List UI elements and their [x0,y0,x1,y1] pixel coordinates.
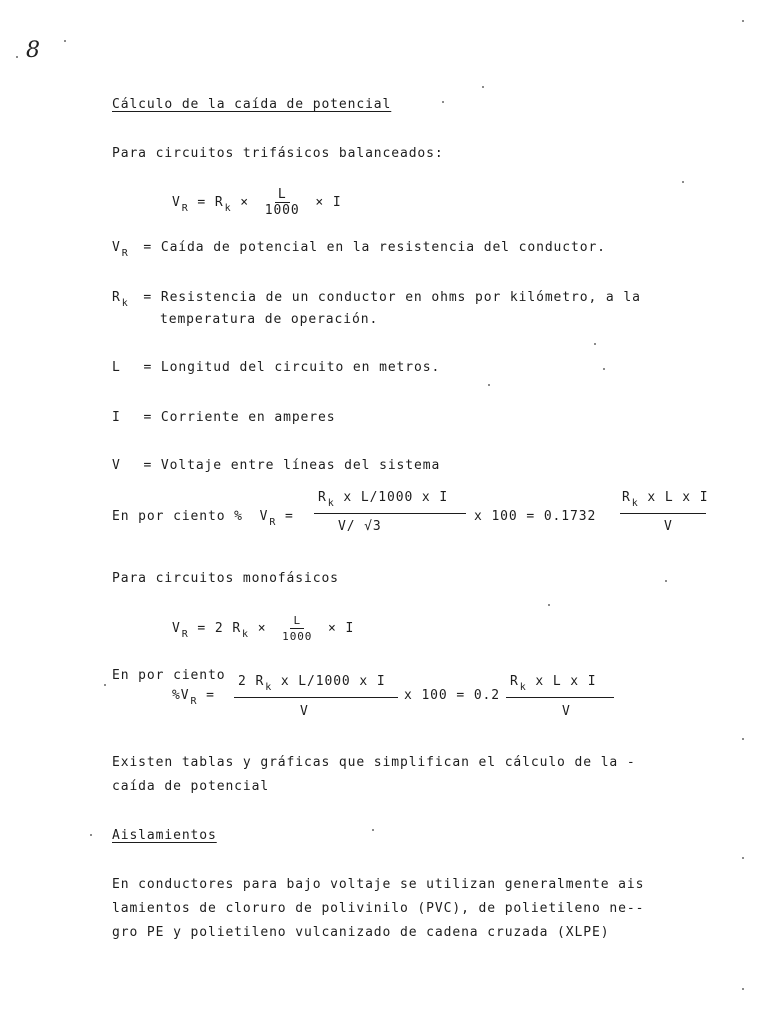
pct1-num-rest: x L/1000 x I [280,674,386,689]
pct1-numerator [238,674,386,693]
scan-speck [90,834,92,836]
scan-speck [64,40,66,42]
pct3-fraction2-bar [620,513,706,514]
eq2-lhs: V [172,621,181,636]
pct3-num-r: R [318,490,327,505]
eq1-times-i: × I [315,195,342,210]
pct3-v: V [259,509,269,524]
def-symbol-sub: R [121,248,129,259]
pct3-equals: = [285,509,294,524]
eq1-fraction [262,188,303,217]
pct3-middle: x 100 = 0.1732 [474,509,597,524]
def-symbol: I [112,410,121,425]
pct3-num2-sub: k [631,498,639,509]
equation-three-phase [172,188,342,217]
def-symbol-sub: k [121,298,129,309]
def-symbol: V [112,458,121,473]
section-heading: Cálculo de la caída de potencial [112,97,392,112]
definition-vr [112,240,606,259]
eq2-lhs-sub: R [181,629,189,640]
eq1-lhs-sub: R [181,203,189,214]
scan-speck [742,20,744,22]
eq1-equals: = [197,195,207,210]
pct1-denominator: V [300,704,309,719]
section-heading-insulation: Aislamientos [112,828,217,843]
pct3-v-sub: R [269,517,277,528]
pct1-v: %V [172,688,190,703]
pct3-denominator2: V [664,519,673,534]
scan-speck [482,86,484,88]
intro-three-phase: Para circuitos trifásicos balanceados: [112,146,444,161]
eq1-lhs: V [172,195,181,210]
scan-speck [603,368,605,370]
scan-speck [548,604,550,606]
pct1-fraction2-bar [506,697,614,698]
eq2-numerator: L [290,614,304,629]
scan-speck [104,684,106,686]
scan-speck [488,384,490,386]
scan-speck [742,988,744,990]
paragraph-tables-line-2: caída de potencial [112,779,270,794]
pct3-num-sub: k [327,498,335,509]
definition-rk [112,290,641,309]
pct1-num2-rest: x L x I [535,674,597,689]
pct1-num-sub: k [265,682,273,693]
def-text: = Caída de potencial en la resistencia del conductor. [143,240,606,255]
eq1-r-sub: k [224,203,232,214]
eq1-times: × [240,195,249,210]
intro-single-phase: Para circuitos monofásicos [112,571,339,586]
eq2-times: × [257,621,267,636]
pct3-numerator [318,490,449,509]
scan-speck [594,343,596,345]
pct3-fraction-bar [314,513,466,514]
pct1-num-r: 2 R [238,674,265,689]
pct3-denominator: V/ √3 [338,519,382,534]
pct1-equals: = [206,688,215,703]
def-symbol: V [112,240,121,255]
eq2-denominator: 1000 [282,630,313,643]
eq2-equals: = 2 [197,621,224,636]
def-text: = Corriente en amperes [143,410,336,425]
definition-i [112,410,335,425]
def-symbol: R [112,290,121,305]
pct1-v-sub: R [190,696,198,707]
def-text: = Voltaje entre líneas del sistema [143,458,441,473]
paragraph-insulation-line-1: En conductores para bajo voltaje se utilizan generalmente ais [112,877,645,892]
pct1-middle: x 100 = 0.2 [404,688,500,703]
pct1-num2-r: R [510,674,519,689]
scan-speck [16,56,18,58]
scan-speck [442,101,444,103]
scan-speck [372,829,374,831]
equation-single-phase [172,614,354,643]
eq1-r: R [214,195,224,210]
pct1-prefix: En por ciento [112,668,226,683]
eq1-numerator: L [275,188,290,203]
scan-speck [682,181,684,183]
pct3-numerator2 [622,490,709,509]
pct1-lhs [172,688,215,707]
paragraph-insulation-line-2: lamientos de cloruro de polivinilo (PVC), de polietileno ne-- [112,901,645,916]
pct3-num-rest: x L/1000 x I [343,490,449,505]
page-number: 8 [26,38,40,63]
paragraph-insulation-line-3: gro PE y polietileno vulcanizado de cadena cruzada (XLPE) [112,925,610,940]
paragraph-tables-line-1: Existen tablas y gráficas que simplifican el cálculo de la - [112,755,636,770]
scan-speck [742,738,744,740]
pct3-num2-r: R [622,490,631,505]
pct1-denominator2: V [562,704,571,719]
pct1-num2-sub: k [519,682,527,693]
def-text: = Longitud del circuito en metros. [143,360,441,375]
def-symbol: L [112,360,121,375]
percent-three-phase-prefix [112,509,294,528]
pct1-numerator2 [510,674,597,693]
pct3-prefix: En por ciento % [112,509,243,524]
definition-l [112,360,440,375]
eq2-r: R [232,621,242,636]
definition-v [112,458,440,473]
pct3-num2-rest: x L x I [647,490,709,505]
definition-rk-continued: temperatura de operación. [160,312,379,327]
scan-speck [665,580,667,582]
eq2-r-sub: k [242,629,249,640]
pct1-fraction-bar [234,697,398,698]
eq2-times-i: × I [328,621,355,636]
eq2-fraction [279,614,315,643]
def-text: = Resistencia de un conductor en ohms por kilómetro, a la [143,290,641,305]
eq1-denominator: 1000 [264,203,300,218]
scan-speck [742,857,744,859]
